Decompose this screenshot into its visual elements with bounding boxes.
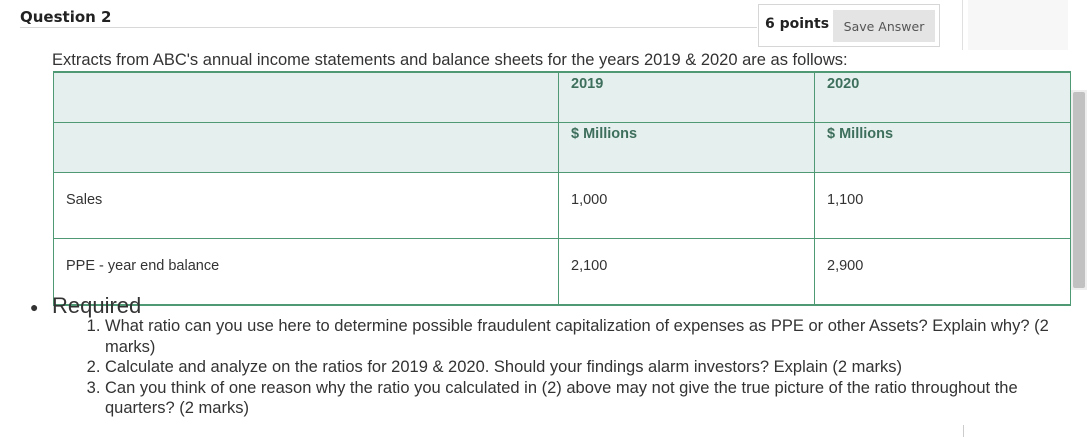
row-label: Sales (66, 191, 103, 208)
header-cell (54, 72, 559, 123)
points-label: 6 points (765, 16, 830, 32)
header-cell (815, 123, 1071, 173)
question-intro: Extracts from ABC's annual income statements and balance sheets for the years 2019 & 2020 are as follows: (52, 51, 848, 69)
financial-table (53, 71, 1071, 306)
cell-value: 2,900 (827, 257, 864, 274)
scrollbar[interactable] (1071, 90, 1087, 290)
table-cell (815, 239, 1071, 306)
header-cell (559, 123, 815, 173)
table-header-row (54, 123, 1071, 173)
required-list (81, 316, 1085, 419)
list-item: 3. Can you think of one reason why the ratio you calculated in (2) above may not give the true picture of the ratio throughout the quarters? (2 marks) (105, 378, 1085, 419)
table-header-row (54, 72, 1071, 123)
header-year-2019: 2019 (571, 75, 604, 92)
cell-value: 1,000 (571, 191, 608, 208)
cell-value: 1,100 (827, 191, 864, 208)
side-panel (968, 0, 1068, 50)
table-cell (815, 173, 1071, 239)
header-unit: $ Millions (827, 125, 894, 142)
table-cell (54, 173, 559, 239)
header-unit: $ Millions (571, 125, 638, 142)
bullet-icon: ● (30, 299, 39, 316)
table-row (54, 173, 1071, 239)
scrollbar-thumb[interactable] (1073, 92, 1085, 288)
header-cell (559, 72, 815, 123)
cell-value: 2,100 (571, 257, 608, 274)
header-cell (815, 72, 1071, 123)
required-heading: Required (52, 293, 142, 318)
list-item: 2. Calculate and analyze on the ratios for 2019 & 2020. Should your findings alarm investors? Explain (2 marks) (105, 357, 1085, 378)
question-title: Question 2 (20, 8, 112, 26)
table-row (54, 239, 1071, 306)
header-year-2020: 2020 (827, 75, 860, 92)
header-cell (54, 123, 559, 173)
row-label: PPE - year end balance (66, 257, 220, 274)
save-answer-button[interactable]: Save Answer (833, 10, 935, 42)
header-divider (962, 0, 963, 50)
points-box (758, 4, 940, 47)
list-item: 1. What ratio can you use here to determine possible fraudulent capitalization of expenses as PPE or other Assets? Explain why? (2 marks) (105, 316, 1085, 357)
table-cell (559, 239, 815, 306)
table-cell (559, 173, 815, 239)
divider (963, 425, 964, 437)
title-divider (20, 27, 757, 28)
